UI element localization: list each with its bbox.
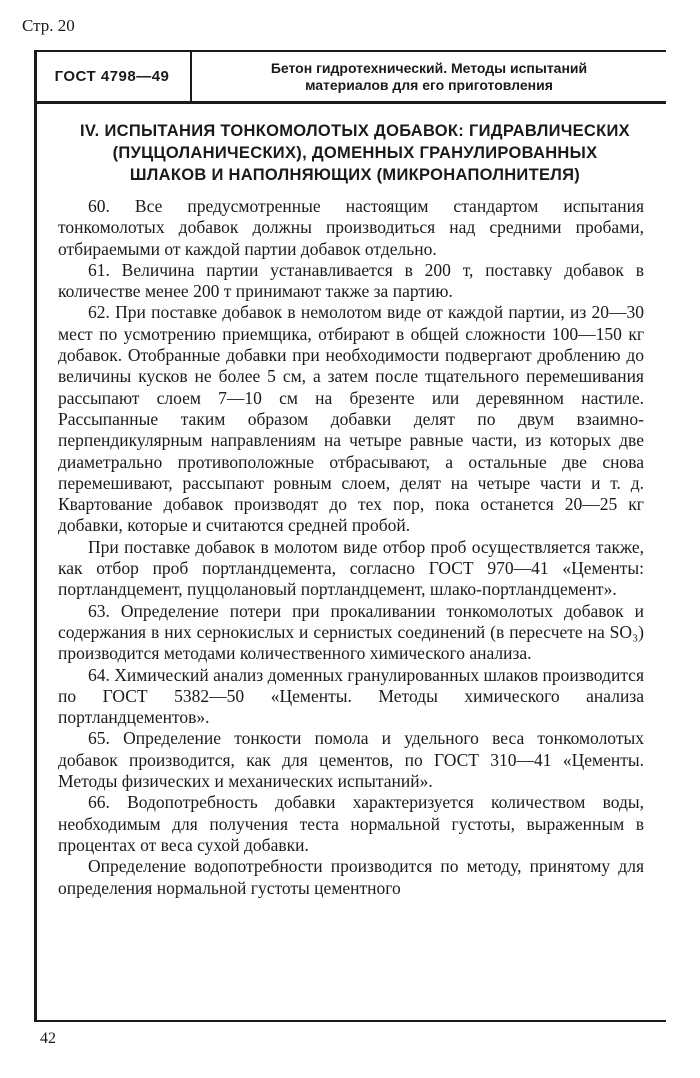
- standard-header: [34, 50, 666, 104]
- section-title-line2: (ПУЦЦОЛАНИЧЕСКИХ), ДОМЕННЫХ ГРАНУЛИРОВАННЫХ: [112, 144, 598, 162]
- paragraph-64: 64. Химический анализ доменных гранулированных шлаков производится по ГОСТ 5382—50 «Цементы. Методы химического анализа портландцементов».: [58, 664, 644, 728]
- standard-code: ГОСТ 4798—49: [34, 52, 192, 101]
- paragraph-63: 63. Определение потери при прокаливании тонкомолотых добавок и содержания в них сернокислых и сернистых соединений (в пересчете на SO₃) производится методами количественного химического анализа.: [58, 600, 644, 664]
- paragraph-62: 62. При поставке добавок в немолотом виде от каждой партии, из 20—30 мест по усмотрению приемщика, отбирают в общей сложности 100—150 кг добавок. Отобранные добавки при необходимости подвергают дроблению до величины кусков не более 5 см, а затем после тщательного перемешивания рассыпают слоем 7—10 см на брезенте или деревянном настиле. Рассыпанные таким образом добавки делят по двум взаимно-перпендикулярным направлениям на четыре равные части, из которых две диаметрально противоположные отбрасывают, а остальные две снова перемешивают, рассыпают ровным слоем, делят на четыре части и т. д. Квартование добавок производят до тех пор, пока останется 20—25 кг добавки, которые и считаются средней пробой.: [58, 302, 644, 536]
- paragraph-61: 61. Величина партии устанавливается в 200 т, поставку добавок в количестве менее 200 т принимают также за партию.: [58, 259, 644, 302]
- body-text: [58, 196, 644, 899]
- frame-bottom-border: [34, 1020, 666, 1022]
- paragraph-66-continued: Определение водопотребности производится по методу, принятому для определения нормальной густоты цементного: [58, 856, 644, 898]
- section-title: [50, 120, 660, 186]
- page-number: 42: [40, 1030, 56, 1047]
- paragraph-62-continued: При поставке добавок в молотом виде отбор проб осуществляется также, как отбор проб портландцемента, согласно ГОСТ 970—41 «Цементы: портландцемент, пуццолановый портландцемент, шлако-портландцемент».: [58, 536, 644, 600]
- paragraph-65: 65. Определение тонкости помола и удельного веса тонкомолотых добавок производится, как для цементов, по ГОСТ 310—41 «Цементы. Методы физических и механических испытаний».: [58, 728, 644, 792]
- frame-left-border: [34, 50, 37, 1022]
- standard-title-line1: Бетон гидротехнический. Методы испытаний: [270, 59, 588, 76]
- standard-title-line2: материалов для его приготовления: [305, 76, 553, 93]
- paragraph-60: 60. Все предусмотренные настоящим стандартом испытания тонкомолотых добавок должны производиться над средними пробами, отбираемыми от каждой партии добавок отдельно.: [58, 196, 644, 259]
- page-label: Стр. 20: [22, 16, 75, 35]
- paragraph-66: 66. Водопотребность добавки характеризуется количеством воды, необходимым для получения теста нормальной густоты, выраженным в процентах от веса сухой добавки.: [58, 792, 644, 855]
- section-title-line1: IV. ИСПЫТАНИЯ ТОНКОМОЛОТЫХ ДОБАВОК: ГИДРАВЛИЧЕСКИХ: [80, 122, 630, 140]
- section-title-line3: ШЛАКОВ И НАПОЛНЯЮЩИХ (МИКРОНАПОЛНИТЕЛЯ): [129, 166, 581, 184]
- standard-title: [192, 52, 666, 101]
